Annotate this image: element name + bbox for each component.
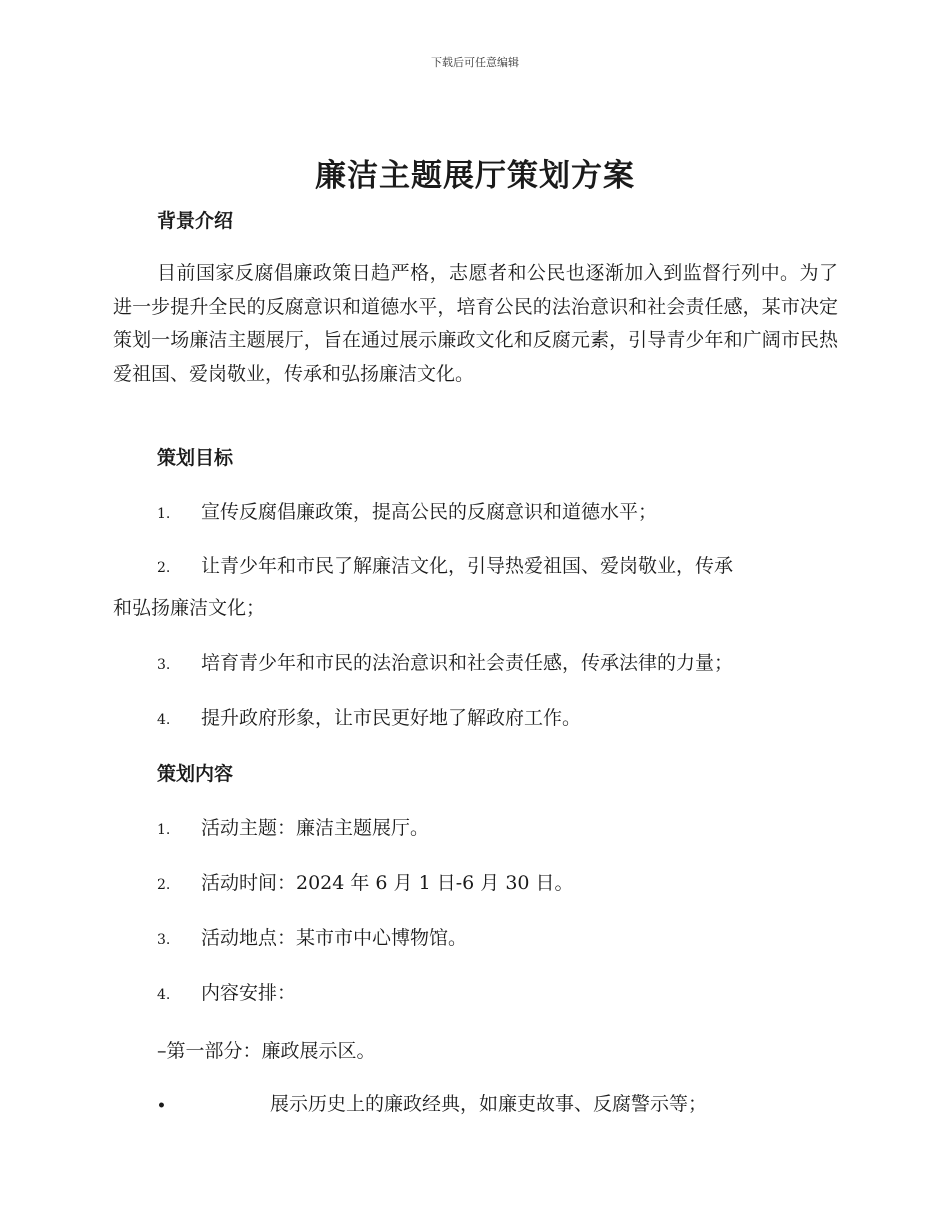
section-heading-goals: 策划目标 bbox=[157, 447, 234, 469]
goal-item bbox=[113, 643, 838, 685]
content-item-number: 4. bbox=[157, 987, 171, 1003]
goal-item-text-continuation: 和弘扬廉洁文化； bbox=[113, 597, 266, 619]
goal-item bbox=[113, 492, 838, 534]
goal-item-text: 宣传反腐倡廉政策，提高公民的反腐意识和道德水平； bbox=[201, 501, 658, 523]
goal-item bbox=[113, 546, 838, 588]
goal-item-number: 3. bbox=[157, 657, 171, 673]
content-item bbox=[113, 863, 838, 905]
content-item-number: 3. bbox=[157, 932, 171, 948]
content-item bbox=[113, 808, 838, 850]
goal-item-text: 让青少年和市民了解廉洁文化，引导热爱祖国、爱岗敬业，传承 bbox=[201, 555, 734, 577]
bullet-item-text: 展示历史上的廉政经典，如廉吏故事、反腐警示等； bbox=[270, 1093, 708, 1115]
section-heading-content: 策划内容 bbox=[157, 763, 234, 785]
goal-item-number: 2. bbox=[157, 560, 171, 576]
content-item-number: 1. bbox=[157, 822, 171, 838]
goal-item-text: 培育青少年和市民的法治意识和社会责任感，传承法律的力量； bbox=[201, 652, 734, 674]
content-item-text: 活动主题：廉洁主题展厅。 bbox=[201, 817, 430, 839]
bullet-dot: • bbox=[157, 1098, 166, 1114]
goal-item-text: 提升政府形象，让市民更好地了解政府工作。 bbox=[201, 707, 582, 729]
goal-item-continuation bbox=[113, 588, 838, 628]
bullet-item bbox=[113, 1089, 838, 1116]
document-title: 廉洁主题展厅策划方案 bbox=[315, 158, 635, 194]
header-note: 下载后可任意编辑 bbox=[431, 56, 519, 69]
content-item-text: 活动地点：某市市中心博物馆。 bbox=[201, 927, 468, 949]
background-paragraph: 目前国家反腐倡廉政策日趋严格，志愿者和公民也逐渐加入到监督行列中。为了进一步提升全民的反腐意识和道德水平，培育公民的法治意识和社会责任感，某市决定策划一场廉洁主题展厅，旨在通过展示廉政文化和反腐元素，引导青少年和广阔市民热爱祖国、爱岗敬业，传承和弘扬廉洁文化。 bbox=[113, 262, 838, 385]
goal-item-number: 1. bbox=[157, 506, 171, 522]
content-item-number: 2. bbox=[157, 877, 171, 893]
part-one-heading: –第一部分：廉政展示区。 bbox=[157, 1040, 376, 1062]
content-item-text: 内容安排： bbox=[201, 982, 297, 1004]
section-heading-background: 背景介绍 bbox=[157, 210, 234, 232]
content-item bbox=[113, 918, 838, 960]
content-item bbox=[113, 973, 838, 1015]
goal-item-number: 4. bbox=[157, 712, 171, 728]
goal-item bbox=[113, 698, 838, 740]
content-item-text: 活动时间：2024 年 6 月 1 日-6 月 30 日。 bbox=[201, 872, 574, 894]
